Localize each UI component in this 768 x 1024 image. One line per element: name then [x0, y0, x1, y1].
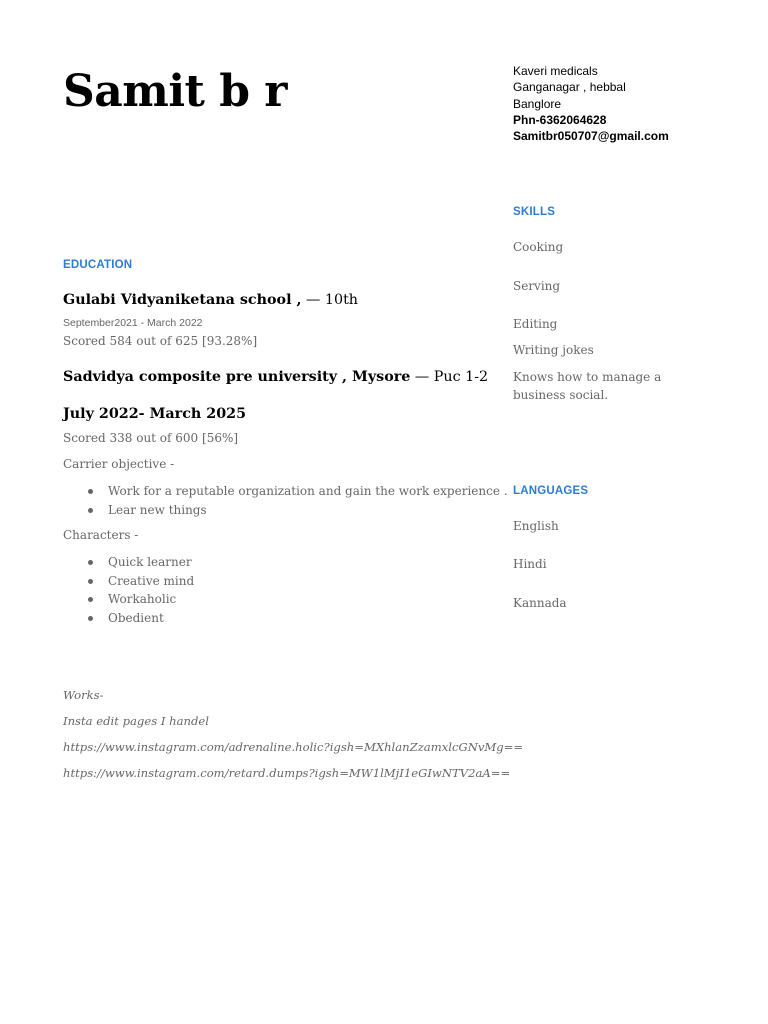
character-item: Creative mind	[63, 572, 194, 591]
skill-item: Writing jokes	[513, 343, 594, 357]
address-city: Banglore	[513, 96, 562, 111]
languages-heading: LANGUAGES	[513, 485, 589, 497]
education-entry-2-score: Scored 338 out of 600 [56%]	[63, 431, 239, 445]
education-heading: EDUCATION	[63, 259, 133, 271]
skills-heading: SKILLS	[513, 206, 556, 218]
address-line-1: Kaveri medicals	[513, 64, 598, 78]
characters-label: Characters -	[63, 528, 139, 542]
education-entry-2-title	[63, 369, 488, 385]
skill-item: Knows how to manage a business social.	[513, 370, 662, 402]
objective-list	[63, 482, 508, 519]
skill-item: Serving	[513, 279, 561, 293]
address-line-2: Ganganagar , hebbal	[513, 80, 626, 95]
characters-list	[63, 553, 194, 627]
works-link-2[interactable]: https://www.instagram.com/retard.dumps?igsh=MW1lMjI1eGIwNTV2aA==	[63, 766, 511, 780]
character-item: Quick learner	[63, 553, 194, 572]
language-item: Kannada	[513, 596, 567, 610]
skill-item: Cooking	[513, 240, 564, 254]
contact-block	[513, 63, 669, 144]
education-entry-2-dates: July 2022- March 2025	[63, 406, 247, 422]
candidate-name: Samit b r	[63, 66, 287, 117]
education-entry-1-institution: Gulabi Vidyaniketana school ,	[63, 292, 302, 308]
education-entry-2-institution: Sadvidya composite pre university , Mysore	[63, 369, 411, 385]
education-entry-1-title	[63, 292, 358, 308]
education-entry-1-role: — 10th	[301, 292, 359, 308]
language-item: Hindi	[513, 557, 547, 571]
email-address: Samitbr050707@gmail.com	[513, 129, 669, 144]
education-entry-1-score: Scored 584 out of 625 [93.28%]	[63, 334, 258, 348]
works-link-1[interactable]: https://www.instagram.com/adrenaline.holic?igsh=MXhlanZzamxlcGNvMg==	[63, 740, 524, 754]
phone-number: Phn-6362064628	[513, 112, 607, 127]
skill-item: Editing	[513, 317, 558, 331]
works-subtitle: Insta edit pages I handel	[63, 714, 209, 728]
language-item: English	[513, 519, 559, 533]
education-entry-1-dates: September2021 - March 2022	[63, 317, 203, 329]
character-item: Obedient	[63, 609, 194, 628]
education-entry-2-role: — Puc 1-2	[410, 369, 489, 385]
objective-label: Carrier objective -	[63, 457, 175, 471]
objective-item: Work for a reputable organization and gain the work experience .	[63, 482, 508, 501]
character-item: Workaholic	[63, 590, 194, 609]
objective-item: Lear new things	[63, 501, 508, 520]
works-label: Works-	[63, 688, 104, 702]
